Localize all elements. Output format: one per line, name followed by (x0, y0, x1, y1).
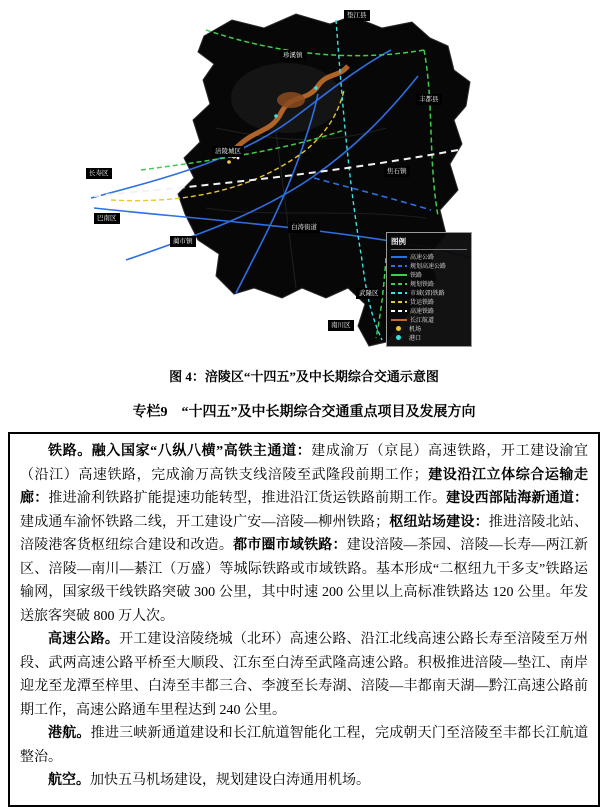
document-page (0, 8, 608, 800)
figure-caption: 图 4：涪陵区“十四五”及中长期综合交通示意图 (169, 369, 439, 384)
legend-sample-solid (391, 274, 407, 276)
map-place-label: 蔺市镇 (170, 236, 196, 247)
map-place-label: 焦石镇 (384, 166, 410, 177)
map-place-label: 南川区 (328, 320, 354, 331)
legend-sample-dashed (391, 283, 407, 285)
legend-item (391, 252, 467, 261)
legend-item (391, 279, 467, 288)
legend-sample-dashed (391, 301, 407, 303)
paragraph-run: 加快五马机场建设，规划建设白涛通用机场。 (90, 773, 370, 789)
paragraph-bold-run: 高速公路。 (48, 632, 120, 648)
paragraph-bold-run: 港航。 (48, 726, 91, 742)
legend-label: 长江航道 (410, 317, 435, 324)
legend-label: 货运铁路 (410, 299, 435, 306)
legend-sample-dashed (391, 265, 407, 267)
legend-item (391, 261, 467, 270)
map-legend (386, 232, 472, 347)
legend-items (391, 252, 467, 342)
map-place-label: 珍溪镇 (280, 50, 306, 61)
paragraph-bold-run: 都市圈市域铁路： (233, 538, 347, 554)
paragraph-run: 推进渝利铁路扩能提速功能转型，推进沿江货运铁路前期工作。 (48, 491, 447, 507)
legend-sample-dashed (391, 292, 407, 294)
legend-label: 市域(郊)铁路 (410, 290, 445, 297)
map-place-label: 白涛街道 (288, 222, 320, 233)
paragraph-run: 推进涪陵北站、涪陵港客货枢纽综合建设和改造。 (20, 514, 589, 554)
paragraph-bold-run: 航空。 (48, 773, 90, 789)
paragraph-bold-run: 建设沿江立体综合运输走廊： (20, 467, 589, 507)
legend-item (391, 297, 467, 306)
paragraph-run: 建成渝万（京昆）高速铁路，开工建设渝宜（沿江）高速铁路，完成渝万高铁支线涪陵至武隆段前期工作； (20, 444, 588, 483)
column-text-box (8, 432, 600, 807)
paragraph (20, 440, 588, 628)
legend-sample-dot (396, 326, 401, 331)
paragraph-bold-run: 铁路。融入国家“八纵八横”高铁主通道： (48, 444, 312, 459)
map-place-label: 巴南区 (94, 213, 120, 224)
legend-title: 图例 (391, 236, 467, 250)
legend-sample-dot (396, 335, 401, 340)
legend-label: 港口 (409, 335, 422, 342)
legend-sample-solid (391, 319, 407, 321)
map-place-label: 长寿区 (86, 168, 112, 179)
legend-sample-solid (391, 256, 407, 258)
legend-label: 高速公路 (410, 254, 435, 261)
map-place-label: 垫江县 (344, 10, 370, 21)
legend-label: 规划铁路 (410, 281, 435, 288)
legend-item (391, 288, 467, 297)
legend-item (391, 306, 467, 315)
paragraph-bold-run: 枢纽站场建设： (389, 514, 489, 530)
paragraph (20, 628, 588, 722)
paragraph-run: 开工建设涪陵绕城（北环）高速公路、沿江北线高速公路长寿至涪陵至万州段、武两高速公路平桥至大顺段、江东至白涛至武隆高速公路。积极推进涪陵—垫江、南岸迎龙至龙潭至梓里、白涛至丰都三合、李渡至长寿湖、涪陵—丰都南天湖—黔江高速公路前期工作，高速公路通车里程达到 240 公里。 (20, 632, 589, 718)
map-place-label: 武隆区 (356, 288, 382, 299)
paragraph-run: 推进三峡新通道建设和长江航道智能化工程，完成朝天门至涪陵至丰都长江航道整治。 (20, 726, 589, 765)
column-heading: 专栏9 “十四五”及中长期综合交通重点项目及发展方向 (132, 405, 476, 420)
legend-label: 铁路 (410, 272, 423, 279)
legend-item (391, 324, 467, 333)
paragraph-bold-run: 建设西部陆海新通道： (446, 491, 589, 507)
transport-map-figure (86, 8, 486, 353)
legend-label: 高速铁路 (410, 308, 435, 315)
paragraph (20, 722, 588, 769)
legend-item (391, 333, 467, 342)
legend-sample-dashed (391, 310, 407, 312)
map-place-label: 丰都县 (416, 94, 442, 105)
legend-label: 规划高速公路 (410, 263, 447, 270)
legend-item (391, 270, 467, 279)
legend-item (391, 315, 467, 324)
paragraph-run: 建成通车渝怀铁路二线，开工建设广安—涪陵—柳州铁路； (20, 514, 390, 530)
paragraph (20, 769, 588, 793)
paragraph-run: 建设涪陵—茶园、涪陵—长寿—两江新区、涪陵—南川—綦江（万盛）等城际铁路或市域铁路。基本形成“二枢纽九干多支”铁路运输网，国家级干线铁路突破 300 公里，其中时速 200 公里以上高标准铁路达 120 公里。年发送旅客突破 800 万人次。 (20, 538, 589, 624)
legend-label: 机场 (409, 326, 422, 333)
map-place-label: 涪陵城区 (212, 146, 244, 157)
